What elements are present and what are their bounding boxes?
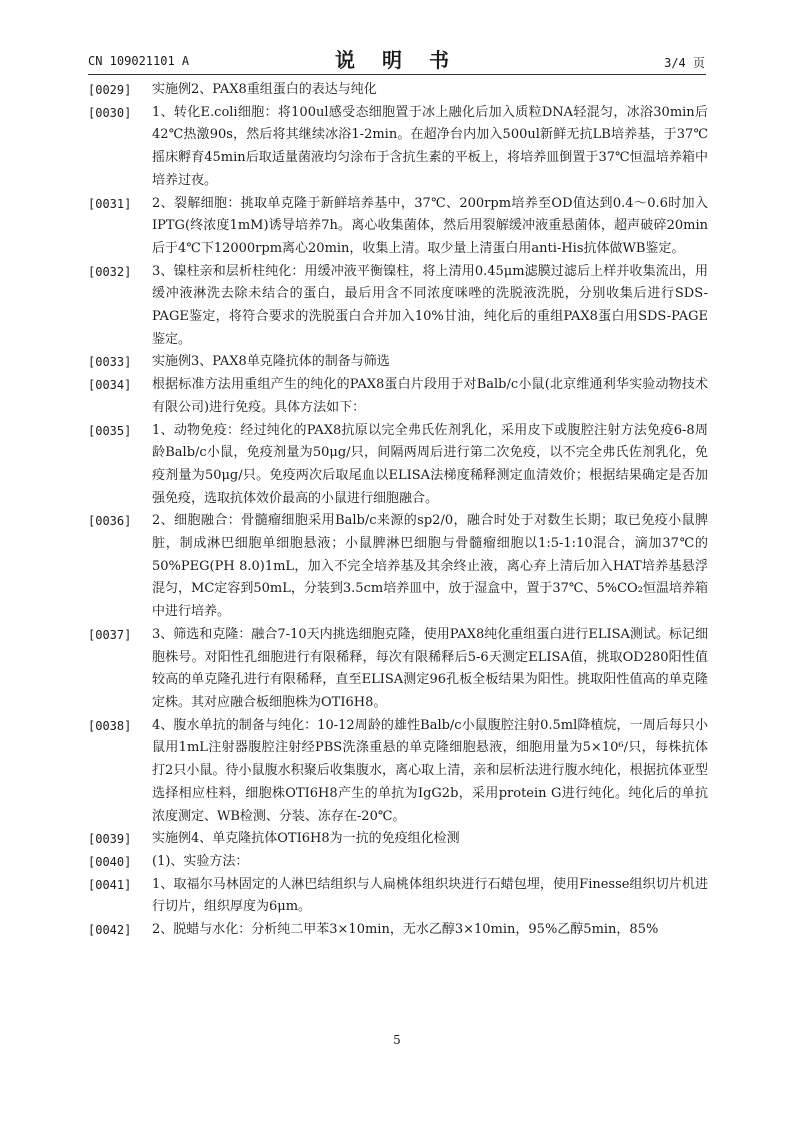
- paragraph-number: [ 0041 ]: [88, 874, 152, 919]
- paragraph-number: [ 0032 ]: [88, 261, 152, 352]
- paragraph-text: 3、筛选和克隆：融合7-10天内挑选细胞克隆，使用PAX8纯化重组蛋白进行ELISA测试。标记细胞株号。对阳性孔细胞进行有限稀释，每次有限稀释后5-6天测定ELISA值，挑取OD280阳性值较高的单克隆孔进行有限稀释，直至ELISA测定96孔板全板结果为阳性。挑取阳性值高的单克隆定株。其对应融合板细胞株为OTI6H8。: [152, 626, 708, 710]
- paragraph-number: [ 0034 ]: [88, 374, 152, 419]
- paragraph: [88, 919, 708, 942]
- paragraph-number: [ 0033 ]: [88, 351, 152, 374]
- paragraph-text: 1、动物免疫：经过纯化的PAX8抗原以完全弗氏佐剂乳化，采用皮下或腹腔注射方法免疫6-8周龄Balb/c小鼠，免疫剂量为50μg/只，间隔两周后进行第二次免疫，以不完全弗氏佐剂乳化，免疫剂量为50μg/只。免疫两次后取尾血以ELISA法梯度稀释测定血清效价；根据结果确定是否加强免疫，选取抗体效价最高的小鼠进行细胞融合。: [152, 422, 708, 506]
- document-id: CN 109021101 A: [88, 54, 190, 68]
- paragraph-number: [ 0037 ]: [88, 624, 152, 715]
- paragraph-text: 2、裂解细胞：挑取单克隆于新鲜培养基中，37℃、200rpm培养至OD值达到0.4～0.6时加入IPTG(终浓度1mM)诱导培养7h。离心收集菌体，然后用裂解缓冲液重悬菌体，超声破碎20min后于4℃下12000rpm离心20min，收集上清。取少量上清蛋白用anti-His抗体做WB鉴定。: [152, 195, 708, 256]
- header-divider: [88, 74, 706, 75]
- paragraph-text: 3、镍柱亲和层析柱纯化：用缓冲液平衡镍柱，将上清用0.45μm滤膜过滤后上样并收集流出，用缓冲液淋洗去除未结合的蛋白，最后用含不同浓度咪唑的洗脱液洗脱，分别收集后进行SDS-PAGE鉴定，将符合要求的洗脱蛋白合并加入10%甘油，纯化后的重组PAX8蛋白用SDS-PAGE鉴定。: [152, 263, 708, 347]
- paragraph-text: 1、转化E.coli细胞：将100ul感受态细胞置于冰上融化后加入质粒DNA轻混匀，冰浴30min后42℃热激90s，然后将其继续冰浴1-2min。在超净台内加入500ul新鲜无抗LB培养基，于37℃摇床孵育45min后取适量菌液均匀涂布于含抗生素的平板上，将培养皿倒置于37℃恒温培养箱中培养过夜。: [152, 104, 708, 188]
- paragraph: [88, 193, 708, 261]
- paragraph-text: 2、脱蜡与水化：分析纯二甲苯3×10min，无水乙醇3×10min，95%乙醇5min，85%: [152, 922, 659, 938]
- paragraph-number: [ 0039 ]: [88, 828, 152, 851]
- paragraph: [88, 510, 708, 624]
- paragraph-text: 1、取福尔马林固定的人淋巴结组织与人扁桃体组织块进行石蜡包埋，使用Finesse组织切片机进行切片，组织厚度为6μm。: [152, 876, 708, 915]
- paragraph-number: [ 0036 ]: [88, 510, 152, 624]
- paragraph-text: (1)、实验方法：: [152, 853, 249, 869]
- paragraph: [88, 351, 708, 374]
- paragraph: [88, 420, 708, 511]
- paragraph-text: 根据标准方法用重组产生的纯化的PAX8蛋白片段用于对Balb/c小鼠(北京维通利华实验动物技术有限公司)进行免疫。具体方法如下：: [152, 377, 708, 415]
- page-title: 说 明 书: [335, 48, 459, 72]
- paragraph-text: 2、细胞融合：骨髓瘤细胞采用Balb/c来源的sp2/0，融合时处于对数生长期；取已免疫小鼠脾脏，制成淋巴细胞单细胞悬液；小鼠脾淋巴细胞与骨髓瘤细胞以1:5-1:10混合，滴加37℃的50%PEG(PH 8.0)1mL，加入不完全培养基及其余终止液，离心弃上清后加入HAT培养基悬浮混匀，MC定容到50mL，分装到3.5cm培养皿中，放于湿盒中，置于37℃、5%CO₂恒温培养箱中进行培养。: [152, 513, 708, 620]
- paragraph: [88, 261, 708, 352]
- paragraph-text: 实施例3、PAX8单克隆抗体的制备与筛选: [152, 354, 390, 370]
- paragraph-number: [ 0040 ]: [88, 851, 152, 874]
- paragraph: [88, 624, 708, 715]
- paragraph-number: [ 0029 ]: [88, 79, 152, 102]
- paragraph-number: [ 0030 ]: [88, 102, 152, 193]
- paragraph: [88, 102, 708, 193]
- paragraph-number: [ 0035 ]: [88, 420, 152, 511]
- paragraph-number: [ 0031 ]: [88, 193, 152, 261]
- paragraph: [88, 79, 708, 102]
- paragraph-number: [ 0038 ]: [88, 715, 152, 829]
- paragraph-number: [ 0042 ]: [88, 919, 152, 942]
- paragraph-text: 实施例4、单克隆抗体OTI6H8为一抗的免疫组化检测: [152, 831, 460, 847]
- paragraph: [88, 828, 708, 851]
- page-number: 5: [393, 1033, 401, 1047]
- paragraph-text: 实施例2、PAX8重组蛋白的表达与纯化: [152, 82, 377, 97]
- paragraph: [88, 374, 708, 419]
- page-indicator: 3/4 页: [664, 56, 705, 70]
- paragraph: [88, 851, 708, 874]
- paragraph: [88, 715, 708, 829]
- document-body: [88, 79, 708, 942]
- paragraph-text: 4、腹水单抗的制备与纯化：10-12周龄的雄性Balb/c小鼠腹腔注射0.5ml降植烷，一周后每只小鼠用1mL注射器腹腔注射经PBS洗涤重悬的单克隆细胞悬液，细胞用量为5×10⁶/只，每株抗体打2只小鼠。待小鼠腹水积聚后收集腹水，离心取上清，亲和层析法进行腹水纯化，根据抗体亚型选择相应柱料，细胞株OTI6H8产生的单抗为IgG2b，采用protein G进行纯化。纯化后的单抗浓度测定、WB检测、分装、冻存在-20℃。: [152, 717, 708, 824]
- paragraph: [88, 874, 708, 919]
